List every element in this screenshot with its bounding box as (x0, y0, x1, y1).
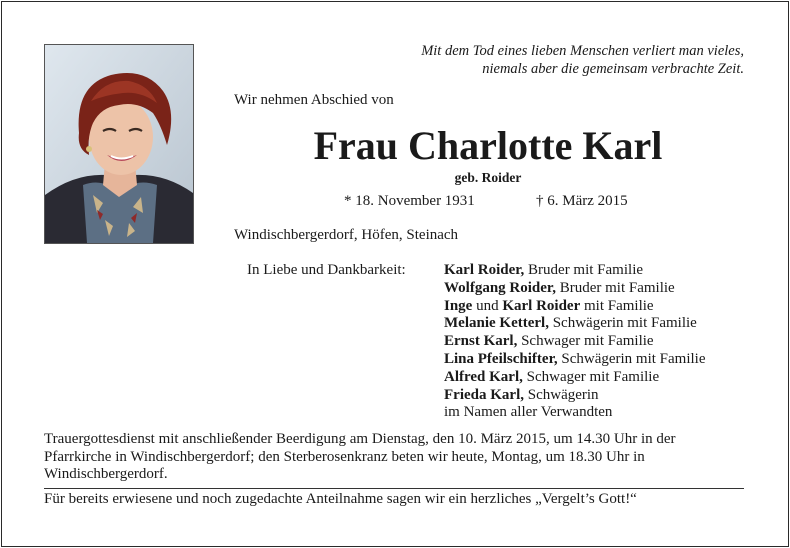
mourner-relation: Bruder mit Familie (555, 279, 675, 296)
mourner-row (444, 404, 706, 422)
mourner-row (444, 333, 706, 351)
quote-line-1: Mit dem Tod eines lieben Menschen verliert man vieles, (421, 43, 744, 59)
death-date: † 6. März 2015 (536, 193, 628, 209)
funeral-service-notice: Trauergottesdienst mit anschließender Beerdigung am Dienstag, den 10. März 2015, um 14.30 Uhr in der Pfarrkirche in Windischbergerdorf; den Sterberosenkranz beten wir heute, Montag, um 18.30 Uhr in Windischbergerdorf. (44, 431, 676, 483)
mourner-row (444, 262, 706, 280)
divider-line (44, 488, 744, 489)
places: Windischbergerdorf, Höfen, Steinach (234, 227, 459, 243)
mourner-relation: mit Familie (580, 297, 654, 314)
deceased-name: Frau Charlotte Karl (313, 123, 663, 168)
mourner-relation: Schwägerin (523, 386, 599, 403)
mourner-row (444, 315, 706, 333)
mourners-label: In Liebe und Dankbarkeit: (247, 262, 406, 278)
portrait-photo (44, 44, 194, 244)
mourner-name: Ernst Karl, (444, 333, 518, 350)
mourner-conjunction: und (472, 297, 503, 314)
mourners-list (444, 262, 706, 422)
quote-line-2: niemals aber die gemeinsam verbrachte Zeit. (482, 61, 744, 77)
mourner-relation: Schwager mit Familie (517, 333, 654, 350)
mourner-relation: Schwägerin mit Familie (548, 315, 697, 332)
mourner-name: Frieda Karl, (444, 386, 524, 403)
mourner-name: Alfred Karl, (444, 368, 523, 385)
mourner-relation: Schwager mit Familie (522, 368, 660, 385)
mourner-row (444, 280, 706, 298)
mourner-name: Karl Roider, (444, 262, 525, 278)
epitaph-quote (300, 42, 744, 78)
mourner-relation: Bruder mit Familie (524, 262, 644, 278)
mourner-name-2: Karl Roider (502, 297, 581, 314)
mourner-row (444, 298, 706, 316)
mourner-row (444, 351, 706, 369)
mourner-relation: im Namen aller Verwandten (444, 404, 613, 421)
mourner-name: Lina Pfeilschifter, (444, 350, 558, 367)
farewell-intro: Wir nehmen Abschied von (234, 92, 394, 108)
thanks-line: Für bereits erwiesene und noch zugedachte Anteilnahme sagen wir ein herzliches „Vergelt’s Gott!“ (44, 491, 637, 507)
birth-name: geb. Roider (454, 170, 522, 185)
mourner-name: Wolfgang Roider, (444, 279, 556, 296)
mourner-row (444, 387, 706, 405)
mourner-row (444, 369, 706, 387)
mourner-name: Melanie Ketterl, (444, 315, 549, 332)
birth-date: * 18. November 1931 (344, 193, 475, 209)
mourner-name: Inge (444, 297, 473, 314)
portrait-illustration (45, 45, 193, 243)
mourner-relation: Schwägerin mit Familie (557, 350, 706, 367)
